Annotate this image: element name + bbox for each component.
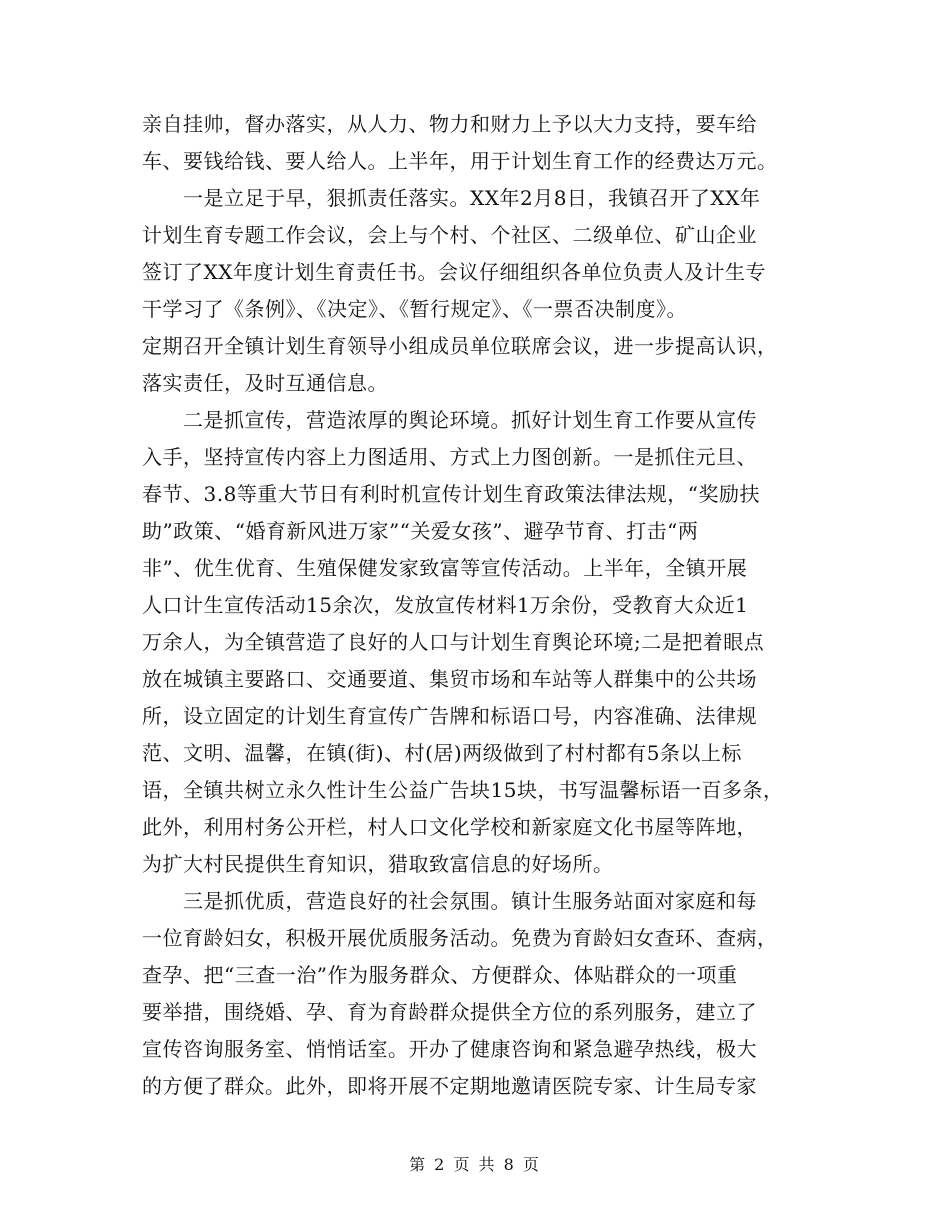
text-line: 一位育龄妇女，积极开展优质服务活动。免费为育龄妇女查环、查病，	[142, 926, 778, 950]
text-line: 放在城镇主要路口、交通要道、集贸市场和车站等人群集中的公共场	[142, 667, 757, 691]
text-line: 范、文明、温馨，在镇(街)、村(居)两级做到了村村都有5条以上标	[142, 741, 742, 765]
text-line: 的方便了群众。此外，即将开展不定期地邀请医院专家、计生局专家	[142, 1074, 757, 1098]
text-line: 助”政策、“婚育新风进万家”“关爱女孩”、避孕节育、打击“两	[142, 519, 699, 543]
page-number: 第 2 页 共 8 页	[409, 1155, 541, 1174]
text-line: 三是抓优质，营造良好的社会氛围。镇计生服务站面对家庭和每	[142, 889, 757, 913]
text-line: 查孕、把“三查一治”作为服务群众、方便群众、体贴群众的一项重	[142, 963, 738, 987]
text-line: 为扩大村民提供生育知识，猎取致富信息的好场所。	[142, 852, 614, 876]
text-line: 此外，利用村务公开栏，村人口文化学校和新家庭文化书屋等阵地，	[142, 815, 757, 839]
text-line: 一是立足于早，狠抓责任落实。XX年2月8日，我镇召开了XX年	[142, 186, 761, 210]
text-line: 干学习了《条例》、《决定》、《暂行规定》、《一票否决制度》。	[142, 297, 687, 321]
text-line: 二是抓宣传，营造浓厚的舆论环境。抓好计划生育工作要从宣传	[142, 408, 757, 432]
text-line: 春节、3.8等重大节日有利时机宣传计划生育政策法律法规，“奖励扶	[142, 482, 761, 506]
text-line: 非”、优生优育、生殖保健发家致富等宣传活动。上半年，全镇开展	[142, 556, 748, 580]
text-line: 定期召开全镇计划生育领导小组成员单位联席会议，进一步提高认识，	[142, 334, 778, 358]
text-line: 落实责任，及时互通信息。	[142, 371, 388, 395]
text-line: 亲自挂帅，督办落实，从人力、物力和财力上予以大力支持，要车给	[142, 112, 757, 136]
text-line: 车、要钱给钱、要人给人。上半年，用于计划生育工作的经费达万元。	[142, 149, 778, 173]
body-text	[142, 106, 814, 1105]
page-footer	[0, 1152, 950, 1175]
text-line: 要举措，围绕婚、孕、育为育龄群众提供全方位的系列服务，建立了	[142, 1000, 757, 1024]
text-line: 万余人，为全镇营造了良好的人口与计划生育舆论环境;二是把着眼点	[142, 630, 765, 654]
text-line: 计划生育专题工作会议，会上与个村、个社区、二级单位、矿山企业	[142, 223, 757, 247]
text-line: 签订了XX年度计划生育责任书。会议仔细组织各单位负责人及计生专	[142, 260, 766, 284]
text-line: 宣传咨询服务室、悄悄话室。开办了健康咨询和紧急避孕热线，极大	[142, 1037, 757, 1061]
text-line: 人口计生宣传活动15余次，发放宣传材料1万余份，受教育大众近1	[142, 593, 749, 617]
text-line: 所，设立固定的计划生育宣传广告牌和标语口号，内容准确、法律规	[142, 704, 757, 728]
text-line: 入手，坚持宣传内容上力图适用、方式上力图创新。一是抓住元旦、	[142, 445, 757, 469]
text-line: 语，全镇共树立永久性计生公益广告块15块，书写温馨标语一百多条，	[142, 778, 784, 802]
